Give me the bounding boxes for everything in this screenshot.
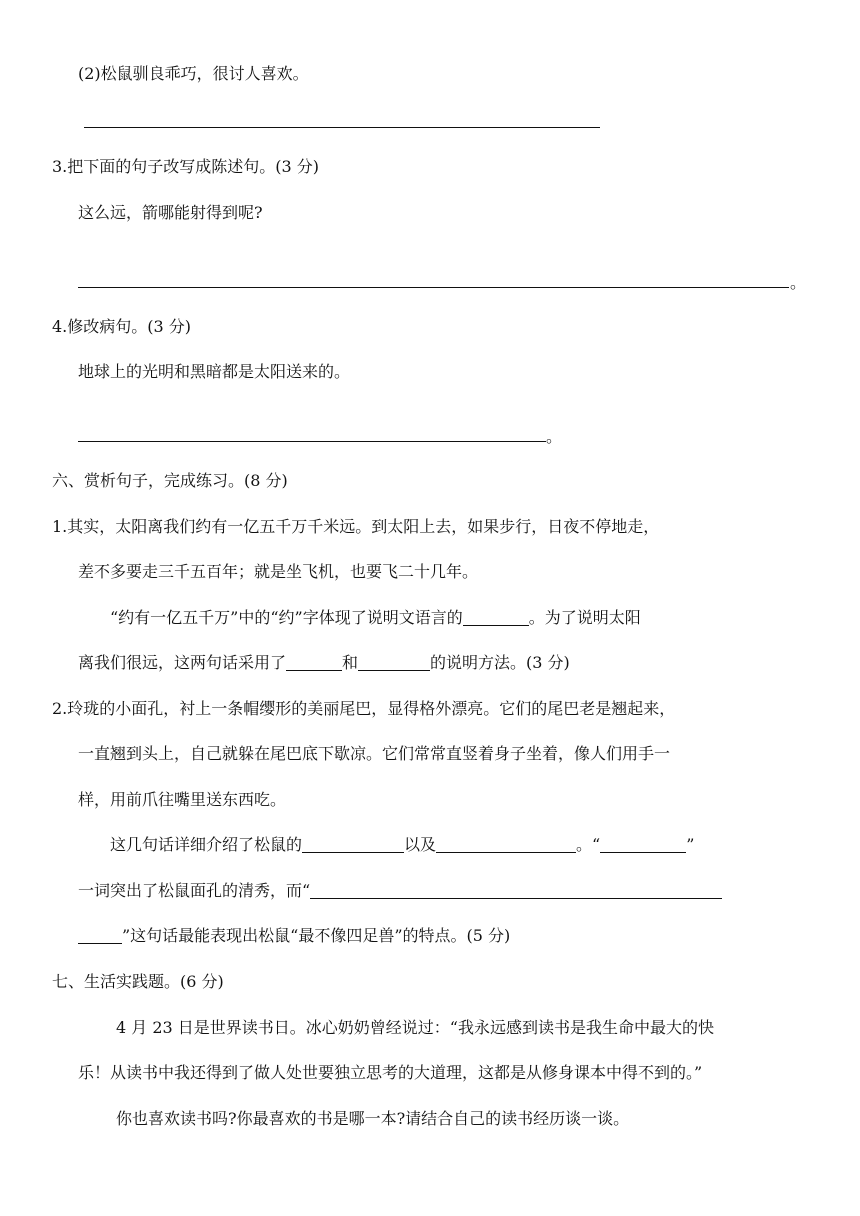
s6-q2-prompt2	[78, 879, 722, 903]
s6-q1-p2c: 的说明方法。(3 分)	[430, 653, 570, 672]
s7-line3: 你也喜欢读书吗?你最喜欢的书是哪一本?请结合自己的读书经历谈一谈。	[116, 1109, 630, 1128]
blank-key-sentence-cont[interactable]	[78, 925, 122, 944]
q5-3-sentence: 这么远，箭哪能射得到呢?	[78, 203, 263, 222]
s6-q2-p1b: 以及	[404, 835, 437, 854]
blank-keyword[interactable]	[600, 834, 686, 853]
s6-q2-line2: 一直翘到头上，自己就躲在尾巴底下歇凉。它们常常直竖着身子坐着，像人们用手一	[78, 744, 671, 763]
s7-line2: 乐！从读书中我还得到了做人处世要独立思考的大道理，这都是从修身课本中得不到的。”	[78, 1063, 703, 1082]
s6-q1-prompt1	[110, 606, 641, 630]
answer-line-q5-4[interactable]	[78, 441, 546, 442]
s6-q1-line2: 差不多要走三千五百年；就是坐飞机，也要飞二十几年。	[78, 562, 479, 581]
answer-line-q5-3[interactable]	[78, 287, 789, 288]
q5-2-text: (2)松鼠驯良乖巧，很讨人喜欢。	[78, 64, 309, 83]
s6-q2-p1c: 。“	[576, 835, 601, 854]
blank-method-1[interactable]	[286, 652, 342, 671]
blank-key-sentence[interactable]	[310, 880, 722, 899]
blank-squirrel-feature-2[interactable]	[436, 834, 576, 853]
s6-q2-p1d: ”	[686, 835, 695, 854]
s6-q2-line1: 2.玲珑的小面孔，衬上一条帽缨形的美丽尾巴，显得格外漂亮。它们的尾巴老是翘起来，	[52, 699, 676, 718]
s6-q1-p1a: “约有一亿五千万”中的“约”字体现了说明文语言的	[110, 608, 463, 627]
q5-4-sentence: 地球上的光明和黑暗都是太阳送来的。	[78, 362, 351, 381]
s6-q2-p2a: 一词突出了松鼠面孔的清秀，而“	[78, 881, 311, 900]
s6-q1-p2a: 离我们很远，这两句话采用了	[78, 653, 287, 672]
s6-q2-line3: 样，用前爪往嘴里送东西吃。	[78, 790, 287, 809]
blank-method-2[interactable]	[358, 652, 430, 671]
s6-q2-p1a: 这几句话详细介绍了松鼠的	[110, 835, 303, 854]
q5-3-end-mark: 。	[790, 273, 807, 292]
s6-q2-prompt1	[110, 833, 694, 857]
blank-squirrel-feature-1[interactable]	[302, 834, 404, 853]
q5-4-end-mark: 。	[546, 427, 563, 446]
s7-line1: 4 月 23 日是世界读书日。冰心奶奶曾经说过：“我永远感到读书是我生命中最大的快	[116, 1018, 714, 1037]
s6-q2-prompt3	[78, 924, 510, 948]
s6-q1-p2b: 和	[342, 653, 359, 672]
section7-heading: 七、生活实践题。(6 分)	[52, 972, 224, 991]
s6-q1-prompt2	[78, 651, 570, 675]
q5-4-heading: 4.修改病句。(3 分)	[52, 317, 192, 336]
s6-q1-p1b: 。为了说明太阳	[528, 608, 641, 627]
answer-line-q5-2[interactable]	[84, 127, 600, 128]
s6-q2-p3a: ”这句话最能表现出松鼠“最不像四足兽”的特点。(5 分)	[122, 926, 511, 945]
q5-3-heading: 3.把下面的句子改写成陈述句。(3 分)	[52, 157, 320, 176]
blank-language-feature[interactable]	[463, 607, 529, 626]
section6-heading: 六、赏析句子，完成练习。(8 分)	[52, 471, 288, 490]
s6-q1-line1: 1.其实，太阳离我们约有一亿五千万千米远。到太阳上去，如果步行，日夜不停地走，	[52, 517, 660, 536]
